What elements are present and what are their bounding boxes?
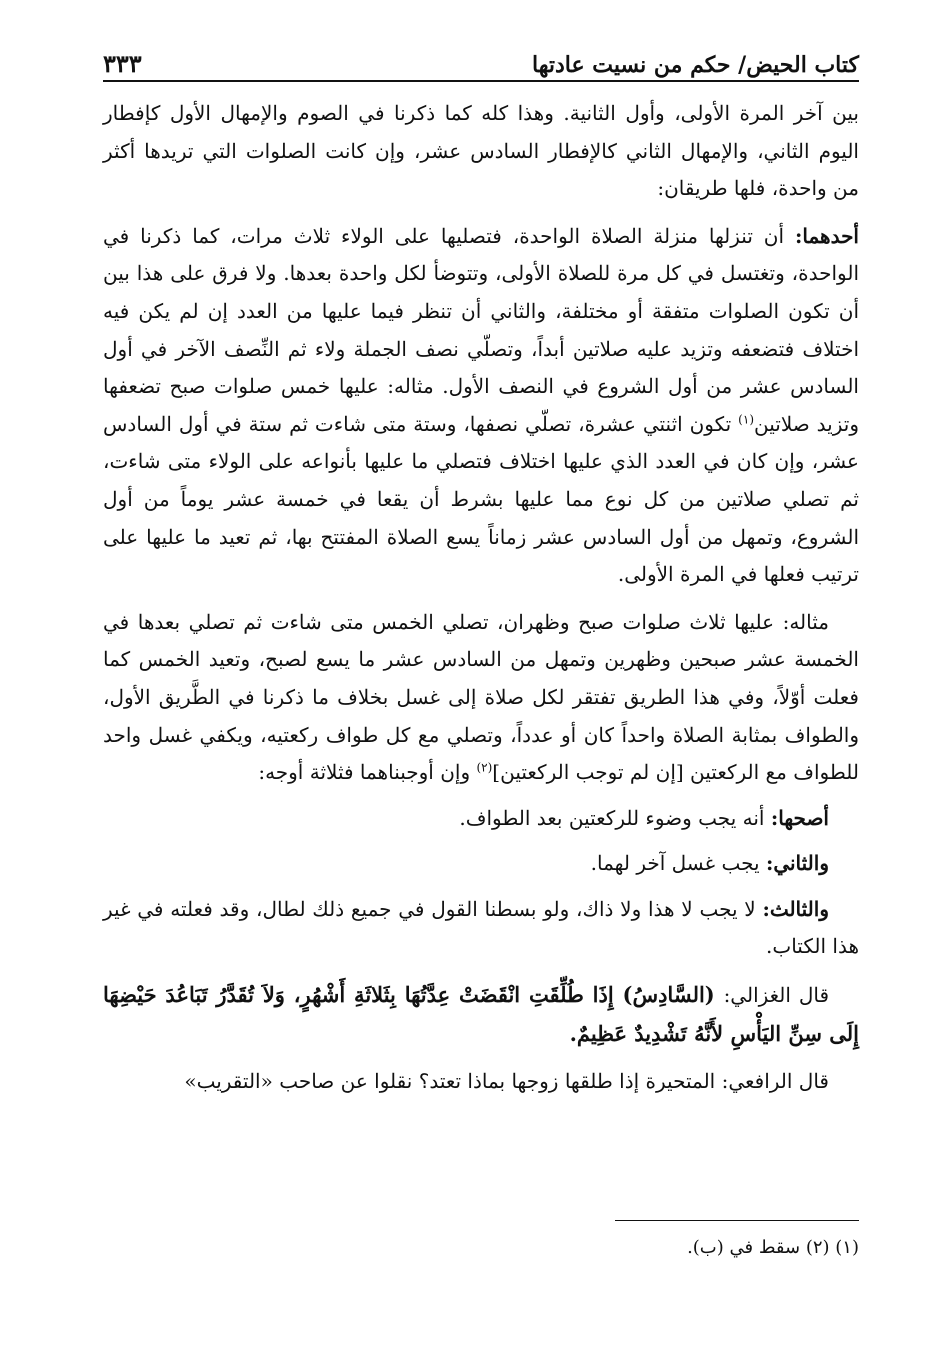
speaker-label: قال الغزالي: xyxy=(723,983,830,1008)
paragraph-text: أن تنزلها منزلة الصلاة الواحدة، فتصليها على الولاء ثلاث مرات، كما ذكرنا في الواحدة، وتغتسل في كل مرة للصلاة الأولى، وتتوضأ لكل واحدة بعدها. ولا فرق على هذا بين أن تكون الصلوات متفقة أو مختلفة، والثاني أن تنظر فيما عليها من العدد إن لم يكن فيه اختلاف فتضعفه وتزيد عليه صلاتين أبداً، وتصلّي نصف الجملة ولاء ثم النِّصف الآخر في أول السادس عشر من أول الشروع في النصف الأول. مثاله: عليها خمس صلوات صبح تضعفها وتزيد صلاتين xyxy=(103,223,859,436)
paragraph-text: أنه يجب وضوء للركعتين بعد الطواف. xyxy=(459,805,771,830)
main-text xyxy=(103,95,859,1101)
footnote-ref-2[interactable]: (٢) xyxy=(476,760,493,775)
running-title: كتاب الحيض/ حكم من نسيت عادتها xyxy=(532,52,859,78)
footnote-rule xyxy=(615,1220,859,1221)
paragraph-lead: أحدهما: xyxy=(794,223,859,248)
paragraph-2 xyxy=(103,218,859,594)
footnote-ref-1[interactable]: (١) xyxy=(738,412,754,427)
paragraph-text: تكون اثنتي عشرة، تصلّي نصفها، وستة متى شاءت ثم ستة في أول السادس عشر، وإن كان في العدد الذي عليها اختلاف فتصلي ما عليها بأنواعه على الولاء متى شاءت، ثم تصلي صلاتين من كل نوع مما عليها بشرط أن يقعا في خمسة عشر يوماً من أول الشروع، وتمهل من أول السادس عشر زماناً يسع الصلاة المفتتح بها، ثم تعيد ما عليها على ترتيب فعلها في المرة الأولى. xyxy=(103,411,859,587)
paragraph-lead: والثالث: xyxy=(762,896,829,921)
paragraph-text: وإن أوجبناهما فثلاثة أوجه: xyxy=(258,760,477,785)
paragraph-7 xyxy=(103,976,859,1053)
paragraph-5 xyxy=(103,845,859,883)
paragraph-4 xyxy=(103,800,859,838)
paragraph-text: مثاله: عليها ثلاث صلوات صبح وظهران، تصلي الخمس متى شاءت ثم تصلي بعدها في الخمسة عشر صبحين وظهرين وتمهل من السادس عشر ما يسع لصبح، وتعيد الخمس كما فعلت أوّلاً، وفي هذا الطريق تفتقر لكل صلاة إلى غسل بخلاف ما ذكرنا في الطَّريق الأول، والطواف بمثابة الصلاة واحداً كان أو عدداً، وتصلي مع كل طواف ركعتيه، ويكفي غسل واحد للطواف مع الركعتين [إن لم توجب الركعتين] xyxy=(103,609,859,785)
footnote-text: (١) (٢) سقط في (ب). xyxy=(687,1237,859,1258)
speaker-label: قال الرافعي: xyxy=(721,1069,829,1094)
quoted-text: (السَّادِسُ) إِذَا طُلِّقَتِ انْقَضَتْ عِدَّتُهَا بِثَلاثَةِ أَشْهُرٍ، وَلاَ تُقَدَّرُ تَبَاعُدَ حَيْضِهَا إِلَى سِنِّ اليَأْسِ لأَنَّهُ تَشْدِيدٌ عَظِيمٌ. xyxy=(103,982,859,1046)
paragraph-text: يجب غسل آخر لهما. xyxy=(590,851,766,876)
paragraph-lead: والثاني: xyxy=(765,851,829,876)
footnote xyxy=(103,1234,859,1262)
paragraph-text: لا يجب لا هذا ولا ذاك، ولو بسطنا القول في جميع ذلك لطال، وقد فعلته في غير هذا الكتاب. xyxy=(103,896,859,959)
page-header xyxy=(103,34,859,78)
paragraph-8 xyxy=(103,1063,859,1101)
header-rule xyxy=(103,80,859,82)
paragraph-6 xyxy=(103,891,859,966)
paragraph-3 xyxy=(103,604,859,792)
page-number: ٣٣٣ xyxy=(103,49,142,78)
paragraph-text: المتحيرة إذا طلقها زوجها بماذا تعتد؟ نقلوا عن صاحب «التقريب» xyxy=(184,1069,722,1094)
paragraph-text: بين آخر المرة الأولى، وأول الثانية. وهذا كله كما ذكرنا في الصوم والإمهال الأول كإفطار اليوم الثاني، والإمهال الثاني كالإفطار السادس عشر، وإن كانت الصلوات التي تريدها أكثر من واحدة، فلها طريقان: xyxy=(103,101,859,201)
paragraph-lead: أصحها: xyxy=(770,805,829,830)
paragraph-1 xyxy=(103,95,859,208)
